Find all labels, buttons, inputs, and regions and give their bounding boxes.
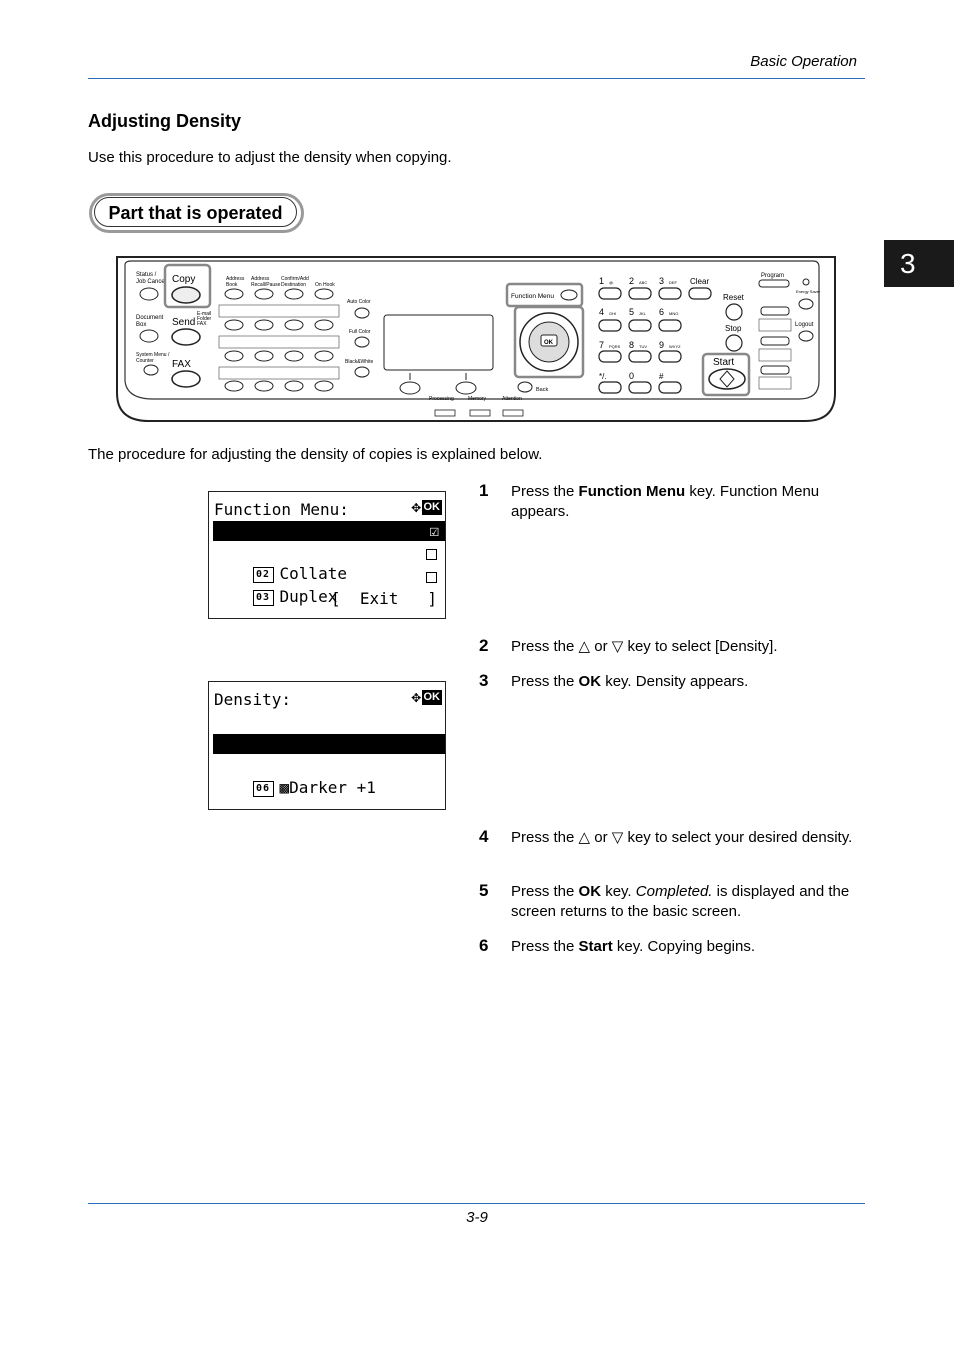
item-label: Darker +1 [289, 778, 376, 797]
cross-key-icon: ✥ [411, 687, 421, 706]
email-label: E-mail [197, 311, 212, 317]
clear-label: Clear [690, 277, 710, 286]
part-pill-label: Part that is operated [94, 197, 297, 227]
screen2-title: Density: [214, 690, 292, 709]
key-letters: JKL [639, 311, 646, 316]
footer-rule [88, 1203, 865, 1204]
full-color-label: Full Color [349, 329, 371, 335]
step-text: Press the [511, 673, 579, 690]
header-rule [88, 78, 865, 79]
screen2-item-lighter [214, 712, 445, 732]
back-label: Back [536, 387, 549, 393]
step-number: 1 [479, 481, 489, 500]
key-8: 8 [629, 340, 635, 350]
key-name: OK [578, 883, 602, 900]
program-label: Program [761, 273, 785, 279]
screen1-item-collate [214, 544, 445, 583]
step-text: Press the [511, 938, 579, 955]
normal-density-icon: ▦ [278, 754, 289, 773]
step-number: 3 [479, 671, 489, 690]
key-letters: PQRS [609, 344, 621, 349]
panel-display [384, 315, 493, 370]
item-number-05: 05 [252, 757, 273, 773]
chapter-tab: 3 [884, 240, 954, 287]
step-number: 5 [479, 881, 489, 900]
key-name: Start [578, 938, 613, 955]
logout-label: Logout [795, 322, 814, 328]
item-number-06: 06 [253, 781, 274, 797]
running-header: Basic Operation [750, 53, 857, 70]
key-letters: MNO [669, 311, 679, 316]
attention-label: Attention [502, 396, 522, 402]
panel-ok-label: OK [544, 340, 553, 346]
function-menu-screen [208, 491, 446, 619]
step-text: key. Copying begins. [612, 938, 756, 955]
screen2-ok-badge: OK [423, 691, 440, 703]
fax-label: FAX [172, 359, 191, 370]
screen1-exit: [ Exit ] [331, 589, 437, 608]
item-number-01: 01 [252, 544, 273, 560]
step-text: Press the △ or ▽ key to select your desired density. [511, 829, 853, 846]
system-menu-label: System Menu / [136, 352, 170, 358]
address-book-label: Address [226, 276, 245, 282]
key-letters: @. [609, 280, 615, 285]
confirm-add-label: Confirm/Add [281, 276, 309, 282]
key-7: 7 [599, 340, 605, 350]
key-1: 1 [599, 276, 605, 286]
on-hook-label: On Hook [315, 282, 335, 288]
checkbox-icon [426, 549, 437, 560]
key-4: 4 [599, 307, 605, 317]
message-name: Completed. [635, 883, 713, 900]
density-screen [208, 681, 446, 810]
key-6: 6 [659, 307, 665, 317]
system-menu-label-2: Counter [136, 358, 154, 364]
step-text: is displayed and the screen returns to the basic screen. [511, 883, 850, 920]
memory-label: Memory [468, 396, 487, 402]
confirm-add-label-2: Destination [281, 282, 307, 288]
status-label-2: Job Cancel [136, 279, 167, 285]
key-letters: TUV [639, 344, 647, 349]
screen1-ok-badge: OK [423, 501, 440, 513]
start-key [709, 369, 745, 389]
send-label: Send [172, 317, 196, 328]
step-number: 6 [479, 936, 489, 955]
document-box-label-2: Box [136, 322, 147, 328]
section-title: Adjusting Density [88, 111, 242, 131]
document-box-label: Document [136, 315, 164, 321]
key-2: 2 [629, 276, 635, 286]
status-label: Status / [136, 272, 157, 278]
item-label: Paper Selection [278, 541, 424, 560]
item-label: Duplex [279, 587, 338, 606]
address-recall-label-2: Recall/Pause [251, 282, 281, 288]
screen1-title: Function Menu: [214, 500, 349, 519]
key-5: 5 [629, 307, 635, 317]
item-label: Collate [279, 564, 347, 583]
checkbox-icon [426, 572, 437, 583]
key-hash: # [659, 372, 664, 381]
operation-panel [113, 253, 841, 425]
key-name: OK [578, 673, 602, 690]
address-recall-label: Address [251, 276, 270, 282]
intro-text: Use this procedure to adjust the density when copying. [88, 149, 452, 166]
dark-density-icon: ▩ [279, 778, 290, 797]
step-text: Press the [511, 883, 579, 900]
reset-label: Reset [723, 293, 744, 302]
address-book-label-2: Book [226, 282, 238, 288]
step-text: Press the △ or ▽ key to select [Density]. [511, 638, 778, 655]
key-letters: DEF [669, 280, 677, 285]
stop-label: Stop [725, 324, 742, 333]
key-0: 0 [629, 371, 635, 381]
step-text: key. Density appears. [601, 673, 749, 690]
item-label: Normal 0 [288, 754, 366, 773]
start-label: Start [713, 357, 735, 368]
copy-key [172, 287, 200, 303]
step-number: 4 [479, 827, 489, 846]
auto-color-label: Auto Color [347, 299, 371, 305]
key-star: */. [599, 372, 607, 381]
step-text: key. Function Menu appears. [511, 483, 820, 520]
page-number: 3-9 [466, 1209, 488, 1226]
key-name: Function Menu [578, 483, 686, 500]
screen2-item-normal [213, 734, 445, 773]
screen1-item-paper-selection [213, 521, 445, 560]
step-text: key. [601, 883, 636, 900]
cross-key-icon: ✥ [411, 497, 421, 516]
step-text: Press the [511, 483, 579, 500]
screen2-item-darker [214, 758, 445, 797]
function-menu-label: Function Menu [511, 293, 554, 300]
copy-label: Copy [172, 274, 196, 285]
black-white-label: Black&White [345, 359, 374, 365]
item-number-02: 02 [253, 567, 274, 583]
key-letters: WXYZ [669, 344, 681, 349]
key-letters: GHI [609, 311, 617, 316]
key-9: 9 [659, 340, 665, 350]
checked-box-icon: ☑ [429, 521, 439, 540]
key-letters: ABC [639, 280, 648, 285]
key-3: 3 [659, 276, 665, 286]
fax-small-label: FAX [197, 321, 207, 327]
energy-saver-label: Energy Saver [796, 289, 821, 294]
processing-label: Processing [429, 396, 454, 402]
procedure-intro: The procedure for adjusting the density of copies is explained below. [88, 446, 543, 463]
folder-label: Folder [197, 316, 212, 322]
item-number-03: 03 [253, 590, 274, 606]
step-number: 2 [479, 636, 489, 655]
